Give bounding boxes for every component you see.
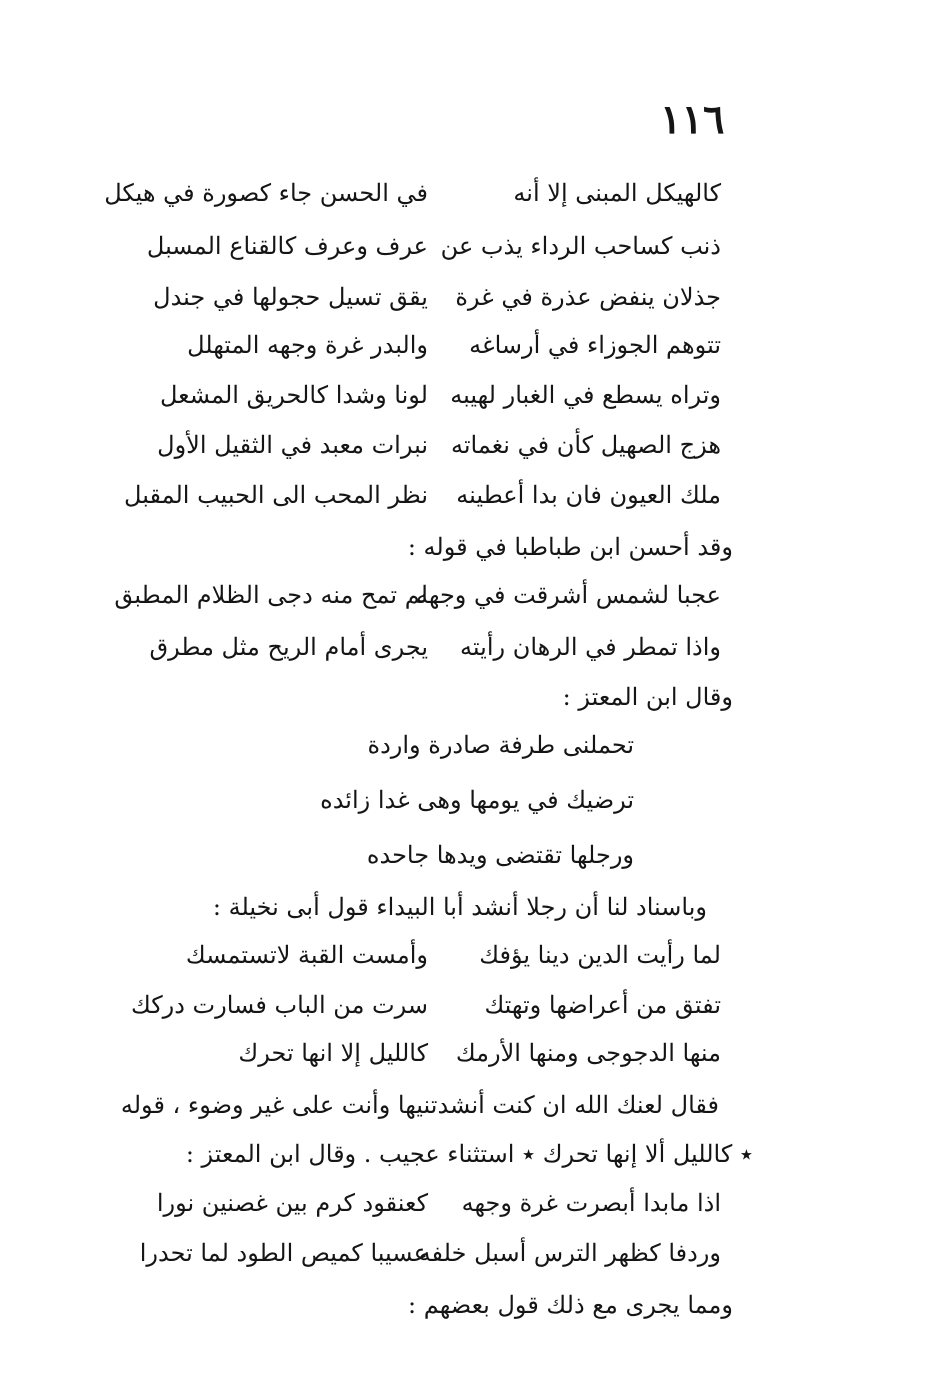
verse-left-hemistich: نبرات معبد في الثقيل الأول <box>157 431 428 459</box>
verse-left-hemistich: عرف وعرف كالقناع المسبل <box>146 232 428 260</box>
verse-left-hemistich: يقق تسيل حجولها في جندل <box>153 283 428 311</box>
verse-right-hemistich: عجبا لشمس أشرقت في وجهه <box>416 581 721 609</box>
verse-right-hemistich: جذلان ينفض عذرة في غرة <box>455 283 721 311</box>
prose-line: ومما يجرى مع ذلك قول بعضهم : <box>408 1291 733 1319</box>
page-number: ١١٦ <box>660 96 725 143</box>
verse-right-hemistich: وردفا كظهر الترس أسبل خلفه <box>418 1239 721 1267</box>
verse-right-hemistich: تتوهم الجوزاء في أرساغه <box>469 331 721 359</box>
verse-line: ورجلها تقتضى ويدها جاحده <box>366 841 634 869</box>
verse-right-hemistich: ملك العيون فان بدا أعطينه <box>456 481 721 509</box>
verse-left-hemistich: يجرى أمام الريح مثل مطرق <box>149 633 428 661</box>
verse-left-hemistich: والبدر غرة وجهه المتهلل <box>187 331 428 359</box>
verse-right-hemistich: ذنب كساحب الرداء يذب عن <box>440 232 721 260</box>
verse-right-hemistich: منها الدجوجى ومنها الأرمك <box>455 1039 721 1067</box>
verse-right-hemistich: تفتق من أعراضها وتهتك <box>484 991 721 1019</box>
verse-right-hemistich: اذا مابدا أبصرت غرة وجهه <box>461 1189 721 1217</box>
prose-line: ٭ كالليل ألا إنها تحرك ٭ استثناء عجيب . وقال ابن المعتز : <box>185 1140 753 1168</box>
verse-right-hemistich: واذا تمطر في الرهان رأيته <box>460 633 721 661</box>
verse-left-hemistich: نظر المحب الى الحبيب المقبل <box>124 481 428 509</box>
verse-right-hemistich: وتراه يسطع في الغبار لهيبه <box>450 381 721 409</box>
verse-right-hemistich: هزج الصهيل كأن في نغماته <box>450 431 721 459</box>
verse-left-hemistich: كعنقود كرم بين غصنين نورا <box>156 1189 428 1217</box>
verse-left-hemistich: لم تمح منه دجى الظلام المطبق <box>114 581 428 609</box>
prose-line: وقد أحسن ابن طباطبا في قوله : <box>407 533 733 561</box>
verse-left-hemistich: سرت من الباب فسارت دركك <box>130 991 428 1019</box>
prose-line: وقال ابن المعتز : <box>562 683 733 711</box>
verse-left-hemistich: في الحسن جاء كصورة في هيكل <box>104 179 428 207</box>
verse-right-hemistich: لما رأيت الدين دينا يؤفك <box>479 941 721 969</box>
verse-line: ترضيك في يومها وهى غدا زائده <box>320 786 634 814</box>
verse-right-hemistich: كالهيكل المبنى إلا أنه <box>513 179 721 207</box>
prose-line: فقال لعنك الله ان كنت أنشدتنيها وأنت على غير وضوء ، قوله <box>120 1091 719 1119</box>
verse-left-hemistich: عسيبا كميص الطود لما تحدرا <box>139 1239 428 1267</box>
prose-line: وباسناد لنا أن رجلا أنشد أبا البيداء قول أبى نخيلة : <box>212 893 707 921</box>
verse-left-hemistich: لونا وشدا كالحريق المشعل <box>159 381 428 409</box>
verse-line: تحملنى طرفة صادرة واردة <box>367 731 634 759</box>
verse-left-hemistich: كالليل إلا انها تحرك <box>238 1039 428 1067</box>
verse-left-hemistich: وأمست القبة لاتستمسك <box>185 941 428 969</box>
